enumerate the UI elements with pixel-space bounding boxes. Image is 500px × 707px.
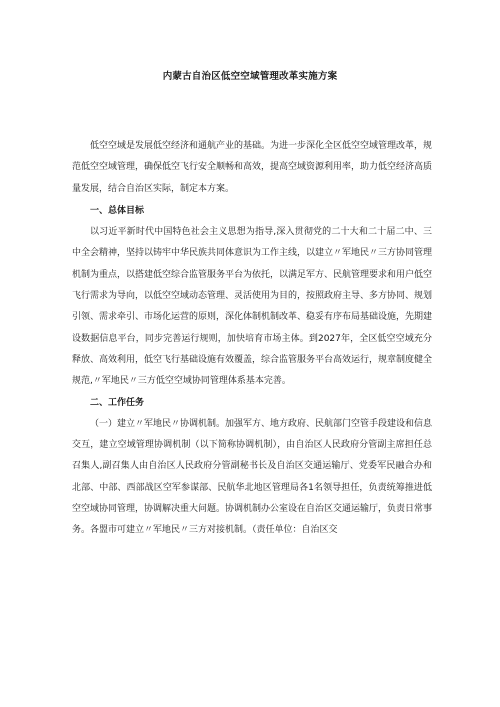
section-paragraph-work-tasks: （一）建立〃军地民〃协调机制。加强军方、地方政府、民航部门空管手段建设和信息交互，建立空域管理协调机制（以下简称协调机制），由自治区人民政府分管副主席担任总召集人,副召集人由自治区人民政府分管副秘书长及自治区交通运输厅、党委军民融合办和北部、中部、西部战区空军参谋部、民航华北地区管理局各1名领导担任，负责统筹推进低空空域协同管理，协调解决重大问题。协调机制办公室设在自治区交通运输厅，负责日常事务。各盟市可建立〃军地民〃三方对接机制。（责任单位：自治区交	[72, 418, 433, 536]
document-title: 内蒙古自治区低空空域管理改革实施方案	[162, 71, 338, 82]
section-paragraph-overall-goals: 以习近平新时代中国特色社会主义思想为指导,深入贯彻党的二十大和二十届二中、三中全会精神，坚持以铸牢中华民族共同体意识为工作主线，以建立〃军地民〃三方协同管理机制为重点，以搭建低空综合监管服务平台为依托，以满足军方、民航管理要求和用户低空飞行需求为导向，以低空空域动态管理、灵活使用为目的，按照政府主导、多方协同、规划引领、需求牵引、市场化运营的原则，深化体制机制改革、稳妥有序布局基础设施，先期建设数据信息平台，同步完善运行规则，加快培育市场主体。到2027年，全区低空空域充分释放、高效利用，低空飞行基础设施有效覆盖，综合监管服务平台高效运行，规章制度健全规范,〃军地民〃三方低空空域协同管理体系基本完善。	[72, 227, 433, 387]
intro-paragraph: 低空空域是发展低空经济和通航产业的基础。为进一步深化全区低空空域管理改革，规范低空空域管理，确保低空飞行安全顺畅和高效，提高空域资源利用率，助力低空经济高质量发展，结合自治区实际，制定本方案。	[72, 141, 433, 194]
document-body	[72, 136, 432, 542]
section-heading-work-tasks: 二、工作任务	[90, 397, 145, 408]
section-heading-overall-goals: 一、总体目标	[90, 205, 145, 216]
